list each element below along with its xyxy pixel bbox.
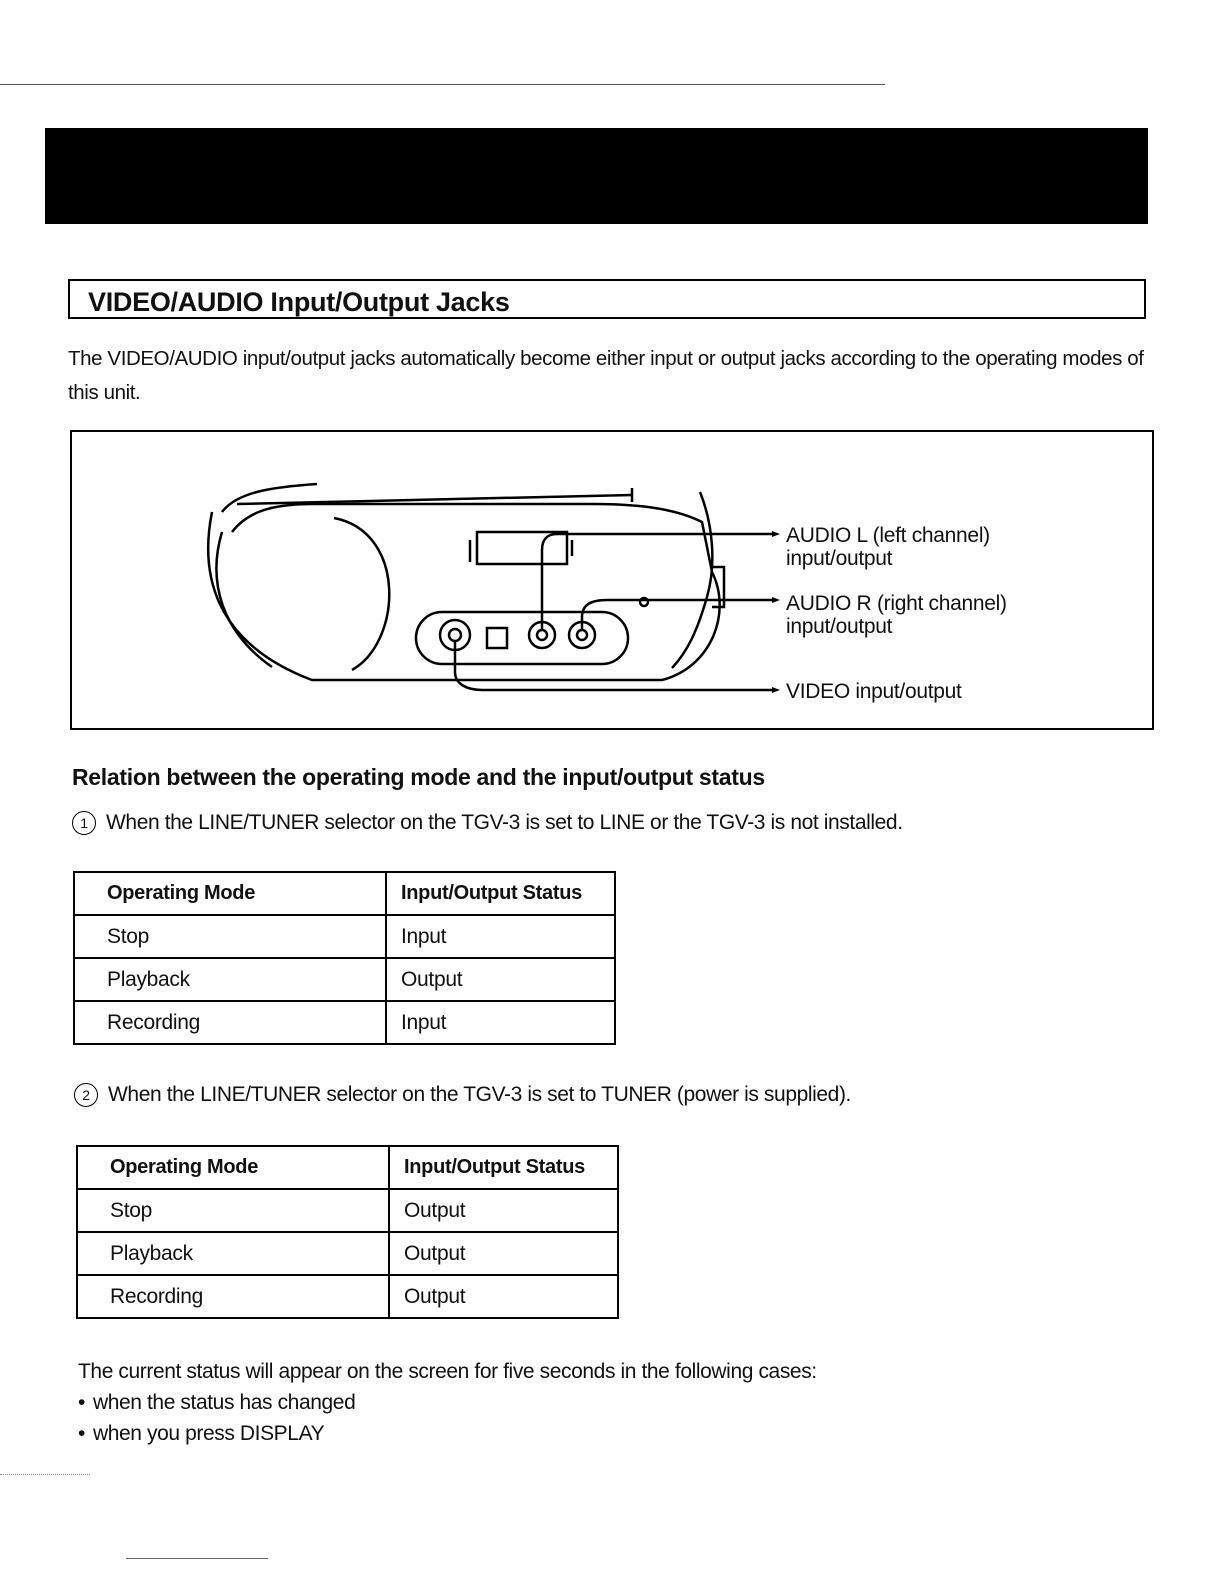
audio-r-sublabel: input/output: [786, 615, 893, 638]
table-header-status: Input/Output Status: [389, 1146, 618, 1189]
section-heading: [68, 279, 1146, 319]
panel-switch: [487, 628, 507, 648]
body-outline: [208, 504, 719, 680]
table-row: [77, 1232, 618, 1275]
table-cell-status: Input: [386, 1001, 615, 1044]
table-header-mode: Operating Mode: [74, 872, 386, 915]
table-header-status: Input/Output Status: [386, 872, 615, 915]
footnote-list: [78, 1387, 817, 1449]
table-header-row: [77, 1146, 618, 1189]
table-row: [74, 915, 615, 958]
video-callout: [786, 680, 962, 703]
table-cell-status: Output: [389, 1189, 618, 1232]
table-cell-mode: Recording: [74, 1001, 386, 1044]
table-cell-status: Input: [386, 915, 615, 958]
table-row: [77, 1275, 618, 1318]
display-window: [477, 532, 567, 564]
table-cell-status: Output: [386, 958, 615, 1001]
audio-r-label: AUDIO R (right channel): [786, 592, 1007, 615]
condition-2-number: 2: [74, 1083, 98, 1107]
table-row: [74, 958, 615, 1001]
footnote-lead: The current status will appear on the screen for five seconds in the following cases:: [78, 1360, 817, 1383]
table-cell-status: Output: [389, 1232, 618, 1275]
jack-panel: [416, 612, 628, 664]
condition-1-number: 1: [72, 811, 96, 835]
condition-2: [74, 1083, 851, 1107]
table-header-row: [74, 872, 615, 915]
list-item: • when the status has changed: [78, 1387, 817, 1418]
list-item: • when you press DISPLAY: [78, 1418, 817, 1449]
audio-l-sublabel: input/output: [786, 547, 893, 570]
audio-r-callout: [786, 592, 1007, 638]
bottom-dotted-rule: [0, 1474, 90, 1475]
condition-2-text: When the LINE/TUNER selector on the TGV-3 is set to TUNER (power is supplied).: [108, 1083, 851, 1106]
top-edge-line: [237, 495, 632, 504]
bottom-rule: [126, 1558, 268, 1559]
audio-l-leader: [542, 534, 772, 630]
table-row: [77, 1189, 618, 1232]
audio-l-label: AUDIO L (left channel): [786, 524, 990, 547]
footnote: [78, 1356, 817, 1449]
table-row: [74, 1001, 615, 1044]
table-cell-mode: Stop: [74, 915, 386, 958]
status-table-line: [73, 871, 616, 1045]
table-cell-status: Output: [389, 1275, 618, 1318]
table-cell-mode: Stop: [77, 1189, 389, 1232]
table-cell-mode: Recording: [77, 1275, 389, 1318]
condition-1-text: When the LINE/TUNER selector on the TGV-3 is set to LINE or the TGV-3 is not installed.: [106, 811, 903, 834]
status-table-tuner: [76, 1145, 619, 1319]
table-header-mode: Operating Mode: [77, 1146, 389, 1189]
top-rule: [0, 84, 885, 85]
section-title: VIDEO/AUDIO Input/Output Jacks: [88, 287, 510, 317]
table-cell-mode: Playback: [77, 1232, 389, 1275]
speaker-arc: [334, 518, 389, 670]
table-cell-mode: Playback: [74, 958, 386, 1001]
video-label: VIDEO input/output: [786, 680, 962, 703]
intro-paragraph: The VIDEO/AUDIO input/output jacks automatically become either input or output jacks according to the operating modes of this unit.: [68, 347, 1144, 404]
unit-illustration: [72, 432, 1156, 732]
jacks-diagram: [70, 430, 1154, 730]
relation-heading: Relation between the operating mode and the input/output status: [72, 764, 765, 790]
header-band: [45, 128, 1148, 224]
audio-l-callout: [786, 524, 990, 570]
condition-1: [72, 811, 903, 835]
audio-r-leader: [582, 600, 772, 630]
